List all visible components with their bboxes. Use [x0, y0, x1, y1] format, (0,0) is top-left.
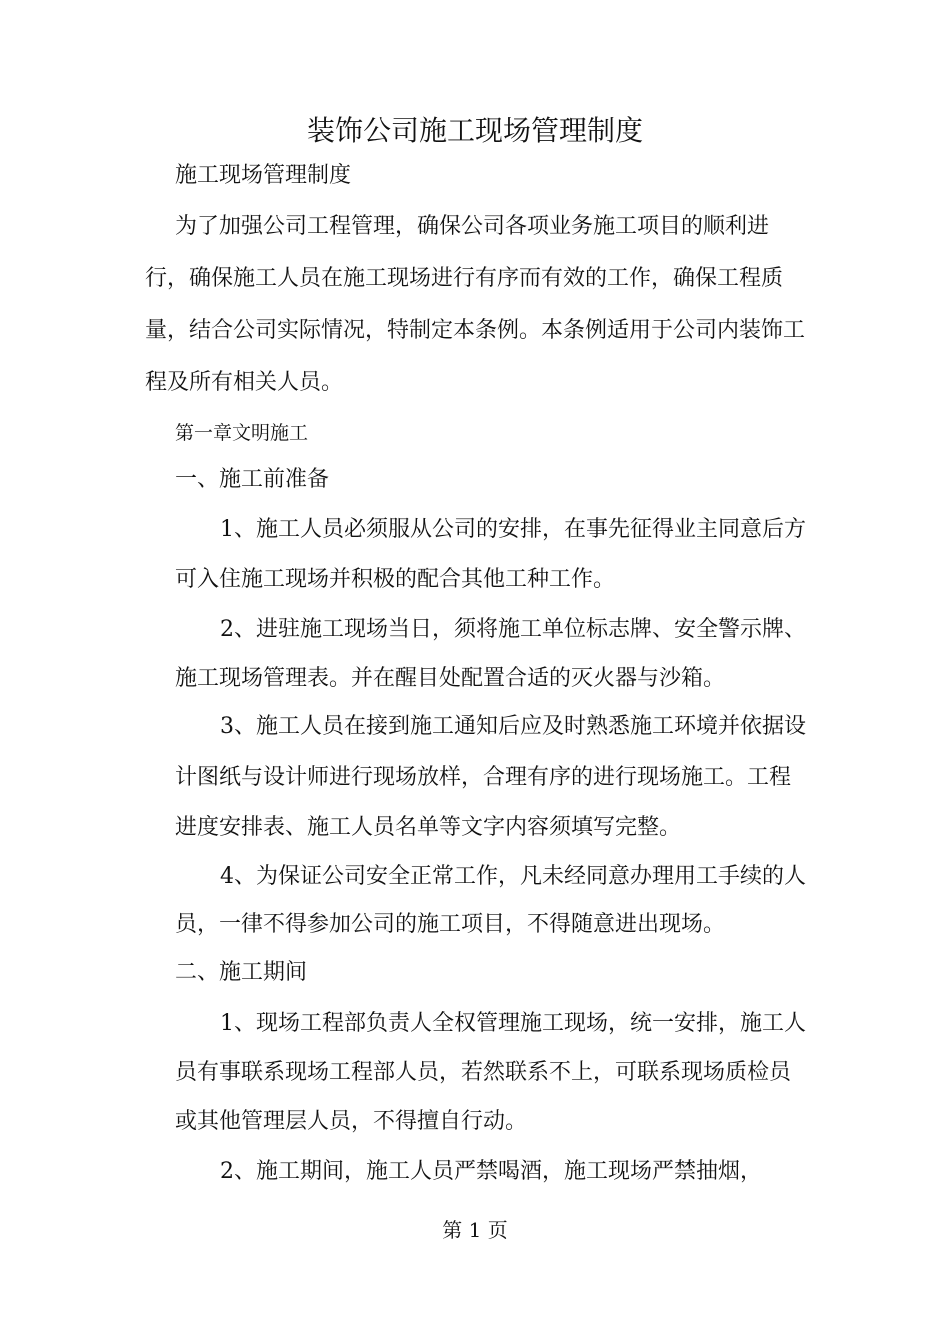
clause-line: 3、施工人员在接到施工通知后应及时熟悉施工环境并依据设 — [220, 714, 806, 739]
clause-line: 可入住施工现场并积极的配合其他工种工作。 — [175, 567, 616, 592]
intro-line: 为了加强公司工程管理，确保公司各项业务施工项目的顺利进 — [175, 214, 770, 239]
clause-line: 1、施工人员必须服从公司的安排，在事先征得业主同意后方 — [220, 517, 806, 542]
clause-line: 进度安排表、施工人员名单等文字内容须填写完整。 — [175, 815, 682, 840]
clause-line: 或其他管理层人员，不得擅自行动。 — [175, 1109, 528, 1134]
clause-line: 1、现场工程部负责人全权管理施工现场，统一安排，施工人 — [220, 1011, 806, 1036]
section-heading: 二、施工期间 — [175, 960, 308, 985]
clause-line: 2、施工期间，施工人员严禁喝酒，施工现场严禁抽烟， — [220, 1159, 762, 1184]
section-heading: 一、施工前准备 — [175, 467, 330, 492]
clause-line: 员有事联系现场工程部人员，若然联系不上，可联系现场质检员 — [175, 1060, 792, 1085]
intro-line: 量，结合公司实际情况，特制定本条例。本条例适用于公司内装饰工 — [145, 318, 806, 343]
clause-line: 计图纸与设计师进行现场放样，合理有序的进行现场施工。工程 — [175, 765, 792, 790]
clause-line: 2、进驻施工现场当日，须将施工单位标志牌、安全警示牌、 — [220, 617, 806, 642]
document-title: 装饰公司施工现场管理制度 — [306, 114, 643, 147]
page-number: 第 1 页 — [442, 1218, 508, 1242]
document-subtitle: 施工现场管理制度 — [175, 163, 352, 188]
clause-line: 施工现场管理表。并在醒目处配置合适的灭火器与沙箱。 — [175, 666, 726, 691]
clause-line: 员，一律不得参加公司的施工项目，不得随意进出现场。 — [175, 912, 726, 937]
chapter-heading: 第一章文明施工 — [175, 422, 309, 444]
clause-line: 4、为保证公司安全正常工作，凡未经同意办理用工手续的人 — [220, 864, 806, 889]
intro-line: 程及所有相关人员。 — [145, 370, 344, 395]
intro-line: 行，确保施工人员在施工现场进行有序而有效的工作，确保工程质 — [145, 266, 784, 291]
